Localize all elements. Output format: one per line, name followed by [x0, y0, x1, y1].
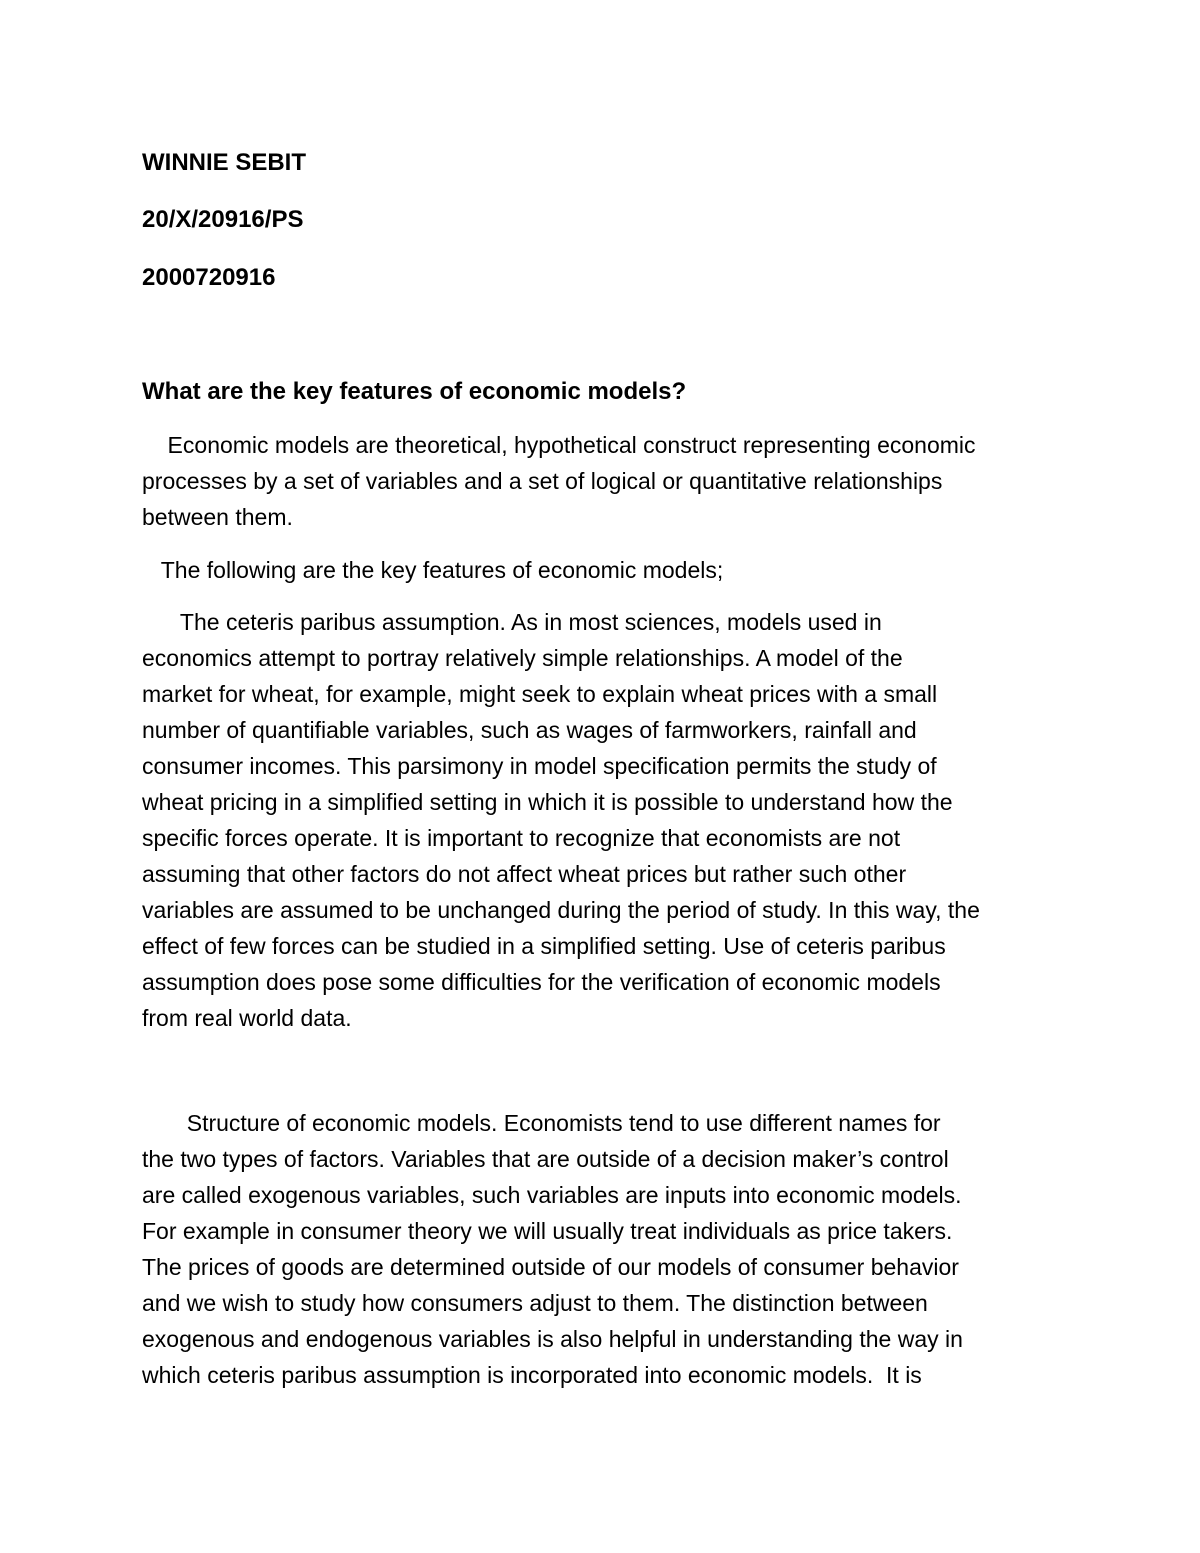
paragraph-line: consumer incomes. This parsimony in model specification permits the study of: [142, 753, 937, 779]
paragraph-line: market for wheat, for example, might seek to explain wheat prices with a small: [142, 681, 938, 707]
paragraph-line: Economic models are theoretical, hypothetical construct representing economic: [142, 432, 976, 458]
paragraph-line: economics attempt to portray relatively simple relationships. A model of the: [142, 645, 903, 671]
paragraph-line: wheat pricing in a simplified setting in which it is possible to understand how the: [142, 789, 953, 815]
paragraph-line: between them.: [142, 504, 293, 530]
registration-number: 20/X/20916/PS: [142, 206, 304, 233]
question-heading: What are the key features of economic models?: [142, 378, 687, 405]
paragraph-line: For example in consumer theory we will usually treat individuals as price takers.: [142, 1218, 953, 1244]
paragraph-line: and we wish to study how consumers adjust to them. The distinction between: [142, 1290, 928, 1316]
paragraph-line: processes by a set of variables and a set of logical or quantitative relationships: [142, 468, 943, 494]
paragraph-line: are called exogenous variables, such variables are inputs into economic models.: [142, 1182, 962, 1208]
paragraph-line: specific forces operate. It is important to recognize that economists are not: [142, 825, 901, 851]
paragraph-intro-features: [142, 552, 1072, 588]
paragraph-line: from real world data.: [142, 1005, 352, 1031]
paragraph-line: assuming that other factors do not affect wheat prices but rather such other: [142, 861, 907, 887]
student-name: WINNIE SEBIT: [142, 149, 307, 176]
paragraph-line: The ceteris paribus assumption. As in most sciences, models used in: [142, 609, 882, 635]
paragraph-line: exogenous and endogenous variables is also helpful in understanding the way in: [142, 1326, 963, 1352]
paragraph-line: effect of few forces can be studied in a simplified setting. Use of ceteris paribus: [142, 933, 946, 959]
paragraph-line: The prices of goods are determined outside of our models of consumer behavior: [142, 1254, 959, 1280]
paragraph-structure: [142, 1105, 1072, 1393]
paragraph-line: the two types of factors. Variables that are outside of a decision maker’s control: [142, 1146, 949, 1172]
paragraph-line: Structure of economic models. Economists tend to use different names for: [142, 1110, 941, 1136]
paragraph-line: number of quantifiable variables, such as wages of farmworkers, rainfall and: [142, 717, 917, 743]
paragraph-line: variables are assumed to be unchanged during the period of study. In this way, the: [142, 897, 980, 923]
paragraph-definition: [142, 427, 1072, 535]
paragraph-ceteris-paribus: [142, 604, 1072, 1036]
student-number: 2000720916: [142, 264, 276, 291]
paragraph-line: which ceteris paribus assumption is incorporated into economic models. It is: [142, 1362, 922, 1388]
paragraph-line: assumption does pose some difficulties for the verification of economic models: [142, 969, 941, 995]
paragraph-line: The following are the key features of economic models;: [142, 557, 724, 583]
